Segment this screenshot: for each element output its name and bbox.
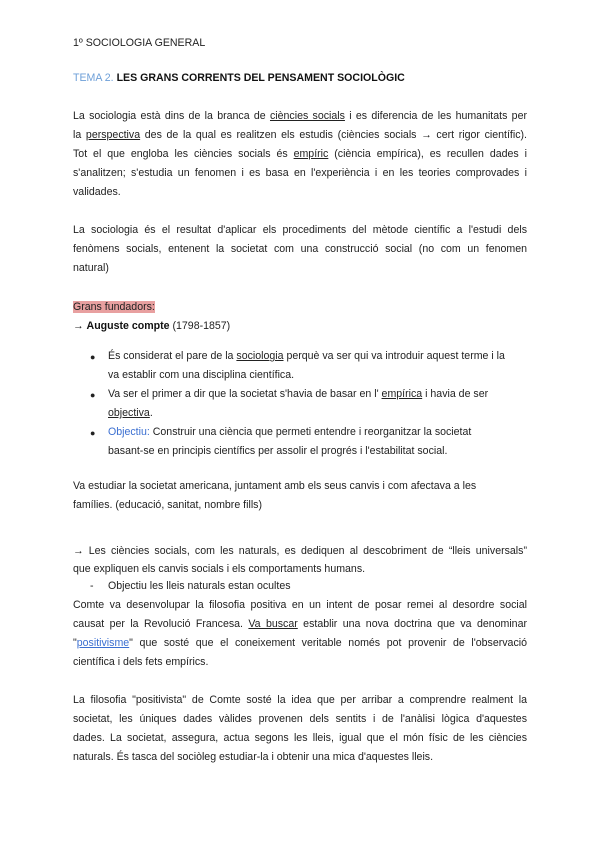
founders-heading: Grans fundadors:: [73, 301, 155, 313]
term-perspectiva: perspectiva: [85, 129, 141, 141]
term-ciencies-socials: ciències socials: [269, 110, 345, 122]
term-sociologia: sociologia: [236, 350, 284, 362]
bullet-3-line-2: basant-se en principis científics per assolir el progrés i l'estabilitat social.: [108, 445, 448, 457]
paragraph-1-line-1: La sociologia està dins de la branca de ciències socials i es diferencia de les humanitats per: [73, 110, 527, 122]
founder-line: → Auguste compte (1798-1857): [73, 320, 231, 332]
paragraph-4-line-6: científica i dels fets empírics.: [73, 656, 209, 668]
bullet-1-line-1: És considerat el pare de la sociologia perquè va ser qui va introduir aquest terme i la: [108, 350, 505, 362]
positivisme-link[interactable]: positivisme: [76, 637, 130, 649]
paragraph-4-line-2: que expliquen els canvis socials i els comportaments humans.: [73, 563, 366, 575]
objectiu-label: Objectiu:: [108, 426, 150, 438]
bullet-marker: ●: [90, 352, 96, 362]
paragraph-1-line-4: s'analitzen; s'estudia un fenomen i es basa en l'experiència i en les teories comprovades i: [73, 167, 527, 179]
bullet-marker: ●: [90, 428, 96, 438]
paragraph-4-line-4: causat per la Revolució Francesa. Va buscar establir una nova doctrina que va denominar: [73, 618, 527, 630]
course-header: 1º SOCIOLOGIA GENERAL: [73, 37, 206, 49]
term-empirica: empírica: [381, 388, 423, 400]
paragraph-5-line-3: dades. La societat, assegura, actua segons les lleis, igual que el món físic de les ciències: [73, 732, 527, 744]
tema-title: LES GRANS CORRENTS DEL PENSAMENT SOCIOLÒGIC: [116, 72, 405, 84]
paragraph-1-line-3: Tot el que engloba les ciències socials és empíric (ciència empírica), es recullen dades i: [73, 148, 528, 160]
tema-number: TEMA 2.: [73, 72, 117, 84]
dash-marker: -: [90, 580, 94, 592]
bullet-3-line-1: Objectiu: Construir una ciència que permeti entendre i reorganitzar la societat: [108, 426, 472, 438]
bullet-2-line-2: objectiva.: [108, 407, 153, 419]
founder-name: Auguste compte: [86, 320, 170, 332]
paragraph-4-line-3: Comte va desenvolupar la filosofia positiva en un intent de posar remei al desordre social: [73, 599, 527, 611]
paragraph-3-line-1: Va estudiar la societat americana, juntament amb els seus canvis i com afectava a les: [73, 480, 477, 492]
founder-years: (1798-1857): [169, 320, 231, 332]
paragraph-5-line-2: societat, les úniques dades vàlides provenen dels sentits i de l'anàlisi lògica d'aquestes: [73, 713, 527, 725]
bullet-marker: ●: [90, 390, 96, 400]
paragraph-5-line-1: La filosofia "positivista" de Comte sosté la idea que per arribar a comprendre realment la: [73, 694, 527, 706]
paragraph-5-line-4: naturals. És tasca del sociòleg estudiar-la i obtenir una mica d'aquestes lleis.: [73, 751, 434, 763]
paragraph-3-line-2: famílies. (educació, sanitat, nombre fills): [73, 499, 262, 511]
bullet-2-line-1: Va ser el primer a dir que la societat s'havia de basar en l' empírica i havia de ser: [108, 388, 489, 400]
paragraph-4-line-1: → Les ciències socials, com les naturals, es dediquen al descobriment de “lleis universals”: [73, 545, 527, 557]
paragraph-2-line-2: fenòmens socials, entenent la societat com una construcció social (no com un fenomen: [73, 243, 527, 255]
bullet-1-line-2: va establir com una disciplina científica.: [108, 369, 295, 381]
dash-item: Objectiu les lleis naturals estan ocultes: [108, 580, 291, 592]
paragraph-1-line-2: la perspectiva des de la qual es realitzen els estudis (ciències socials → cert rigor científic).: [73, 129, 527, 141]
paragraph-2-line-1: La sociologia és el resultat d'aplicar els procediments del mètode científic a l'estudi dels: [73, 224, 527, 236]
paragraph-2-line-3: natural): [73, 262, 109, 274]
term-objectiva: objectiva: [108, 407, 150, 419]
page-title: [73, 72, 405, 84]
term-empiric: empíric: [293, 148, 329, 160]
term-va-buscar: Va buscar: [248, 618, 298, 630]
paragraph-4-line-5: "positivisme" que sosté que el coneixement veritable només pot provenir de l'observació: [73, 637, 527, 649]
paragraph-1-line-5: validades.: [73, 186, 121, 198]
